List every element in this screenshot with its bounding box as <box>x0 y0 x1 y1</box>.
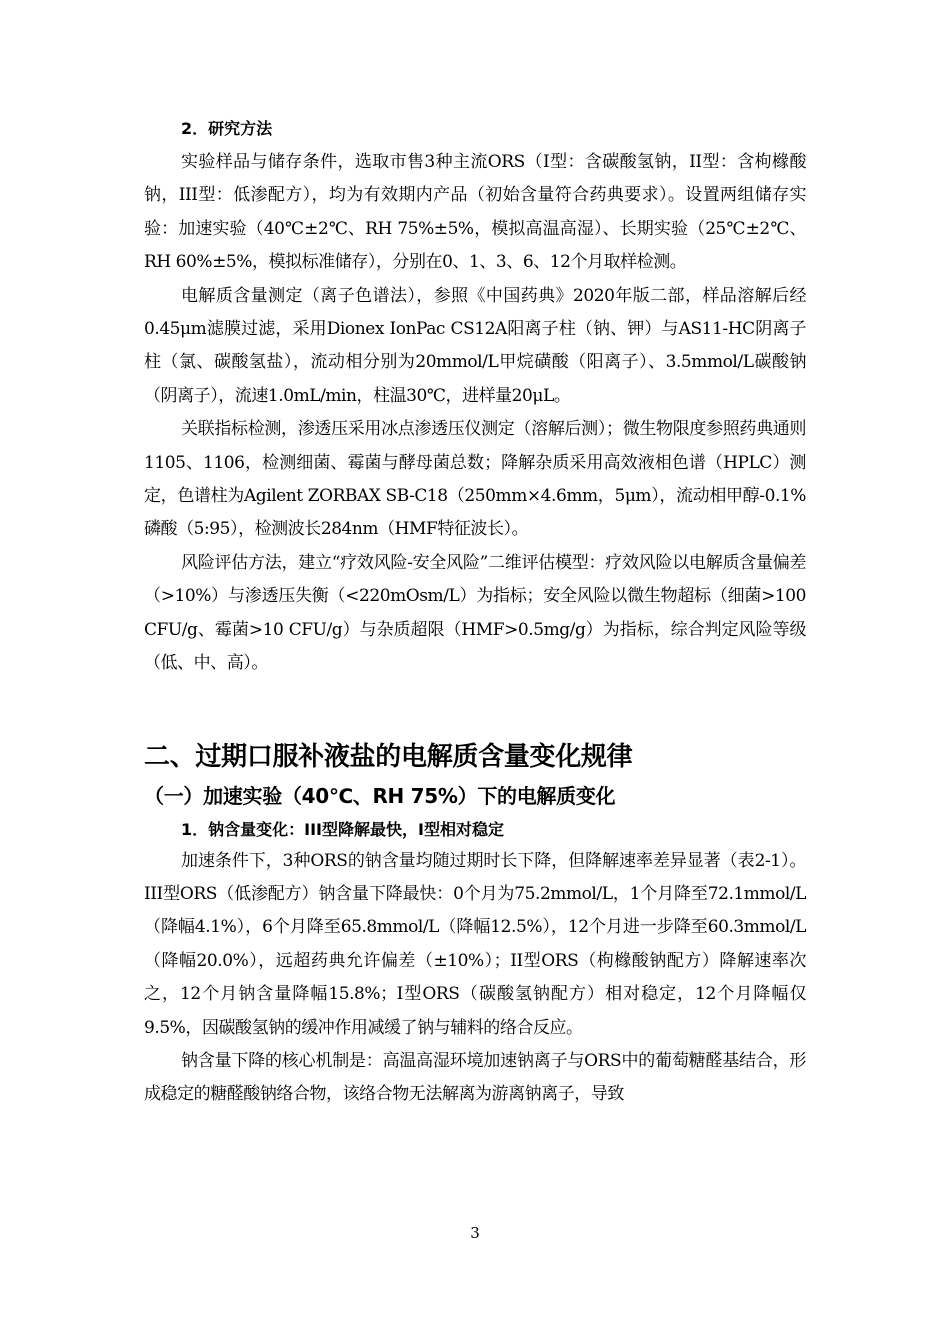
subsection-title: （一）加速实验（40℃、RH 75%）下的电解质变化 <box>144 783 616 808</box>
page-number: 3 <box>470 1224 480 1242</box>
method-paragraph-electrolyte: 电解质含量测定（离子色谱法），参照《中国药典》2020年版二部，样品溶解后经0.45μm滤膜过滤，采用Dionex IonPac CS12A阳离子柱（钠、钾）与AS11-HC阴离子柱（氯、碳酸氢盐），流动相分别为20mmol/L甲烷磺酸（阳离子）、3.5mmol/L碳酸钠（阴离子），流速1.0mL/min，柱温30℃，进样量20μL。 <box>144 285 806 406</box>
method-paragraph-risk: 风险评估方法，建立“疗效风险-安全风险”二维评估模型：疗效风险以电解质含量偏差（>10%）与渗透压失衡（<220mOsm/L）为指标；安全风险以微生物超标（细菌>100 CFU/g、霉菌>10 CFU/g）与杂质超限（HMF>0.5mg/g）为指标，综合判定风险等级（低、中、高）。 <box>144 552 806 674</box>
research-method-heading: 2．研究方法 <box>181 119 273 138</box>
sodium-paragraph: 加速条件下，3种ORS的钠含量均随过期时长下降，但降解速率差异显著（表2-1）。III型ORS（低渗配方）钠含量下降最快：0个月为75.2mmol/L，1个月降至72.1mmol/L（降幅4.1%），6个月降至65.8mmol/L（降幅12.5%），12个月进一步降至60.3mmol/L（降幅20.0%），远超药典允许偏差（±10%）；II型ORS（枸橼酸钠配方）降解速率次之，12个月钠含量降幅15.8%；I型ORS（碳酸氢钠配方）相对稳定，12个月降幅仅9.5%，因碳酸氢钠的缓冲作用减缓了钠与辅料的络合反应。 <box>144 850 806 1038</box>
method-paragraph-samples: 实验样品与储存条件，选取市售3种主流ORS（I型：含碳酸氢钠，II型：含枸橼酸钠，III型：低渗配方），均为有效期内产品（初始含量符合药典要求）。设置两组储存实验：加速实验（40℃±2℃、RH 75%±5%，模拟高温高湿）、长期实验（25℃±2℃、RH 60%±5%，模拟标准储存），分别在0、1、3、6、12个月取样检测。 <box>144 152 806 273</box>
mechanism-paragraph: 钠含量下降的核心机制是：高温高湿环境加速钠离子与ORS中的葡萄糖醛基结合，形成稳定的糖醛酸钠络合物，该络合物无法解离为游离钠离子，导致 <box>144 1050 806 1105</box>
item-title: 1．钠含量变化：III型降解最快，I型相对稳定 <box>181 819 504 839</box>
section-gap <box>144 681 806 725</box>
chapter-title: 二、过期口服补液盐的电解质含量变化规律 <box>144 741 633 772</box>
page-content <box>144 112 806 1112</box>
method-paragraph-indicators: 关联指标检测，渗透压采用冰点渗透压仪测定（溶解后测）；微生物限度参照药典通则1105、1106，检测细菌、霉菌与酵母菌总数；降解杂质采用高效液相色谱（HPLC）测定，色谱柱为Agilent ZORBAX SB-C18（250mm×4.6mm，5μm），流动相甲醇-0.1%磷酸（5:95），检测波长284nm（HMF特征波长）。 <box>144 419 806 540</box>
